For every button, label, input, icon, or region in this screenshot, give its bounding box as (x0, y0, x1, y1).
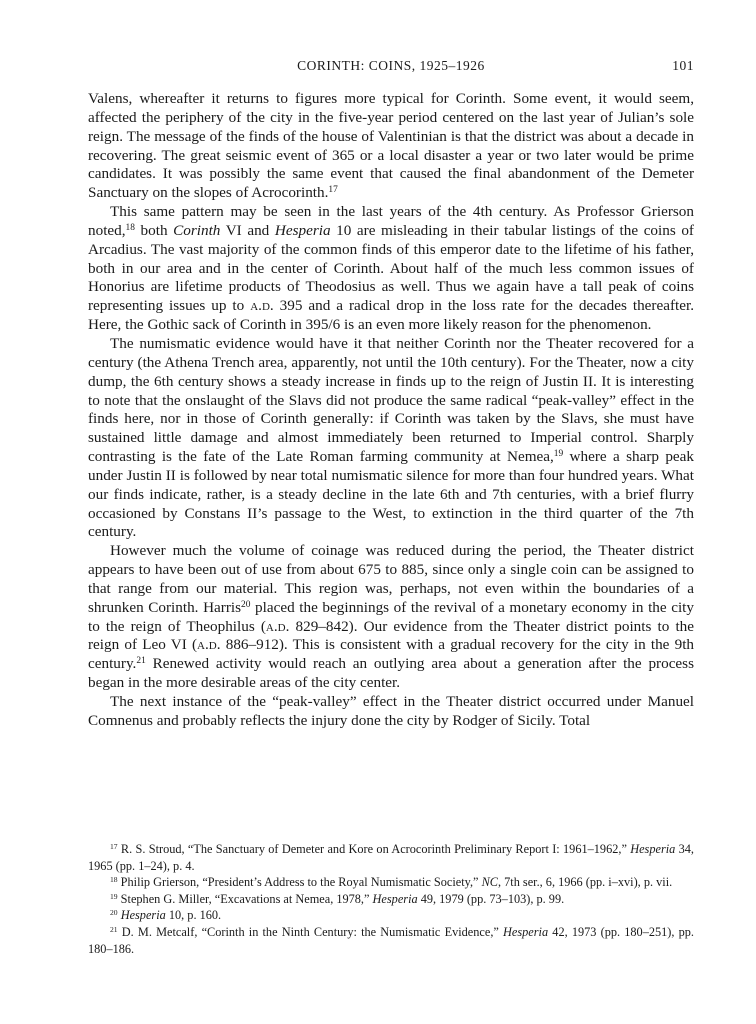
title-italic: Hesperia (274, 221, 331, 239)
text-run: 10 are misleading in their tabular listings of the coins of Arcadius. The vast majority of the common finds of this emperor date to the lifetime of his father, both in our area and in the center of Corinth. About half of the much less common issues of Honorius are lifetime products of Theodosius as well. Thus we again have a tall peak of coins representing issues up to (88, 221, 694, 315)
journal-italic: Hesperia (503, 924, 549, 939)
running-title: CORINTH: COINS, 1925–1926 (297, 58, 485, 73)
text-run: The numismatic evidence would have it that neither Corinth nor the Theater recovered for a century (the Athena Trench area, apparently, not until the 10th century). For the Theater, now a city dump, the 6th century shows a steady increase in finds up to the reign of Justin II. It is interesting to note that the onslaught of the Slavs did not produce the same radical “peak-valley” effect in the finds here, nor in those of Corinth generally: if Corinth was taken by the Slavs, she must have sustained little damage and almost immediately been returned to Imperial control. Sharply contrasting is the fate of the Late Roman farming community at Nemea, (88, 334, 694, 466)
footnote-19 (88, 891, 694, 908)
text-run: However much the volume of coinage was reduced during the period, the Theater district appears to have been out of use from about 675 to 885, since only a single coin can be assigned to that range from our material. This region was, perhaps, not even within the boundaries of a shrunken Corinth. Harris (88, 542, 694, 616)
footnote-text: D. M. Metcalf, “Corinth in the Ninth Century: the Numismatic Evidence,” (117, 924, 504, 939)
footnote-text: , 7th ser., 6, 1966 (pp. i–xvi), p. vii. (497, 875, 673, 890)
journal-italic: Hesperia (372, 891, 418, 906)
text-run: VI and (220, 221, 275, 239)
footnote-21 (88, 924, 694, 957)
paragraph-1 (88, 90, 694, 203)
footnote-text: R. S. Stroud, “The Sanctuary of Demeter and Kore on Acrocorinth Preliminary Report I: 1961–1962,” (117, 842, 631, 856)
era-abbrev: a.d. (197, 636, 221, 654)
journal-italic: NC (481, 875, 498, 890)
era-abbrev: a.d. (250, 297, 274, 315)
page-number: 101 (672, 58, 694, 73)
footnote-text: 42, 1973 (pp. 180–251), pp. 180–186. (88, 924, 694, 956)
footnote-number: 17 (110, 841, 118, 851)
footnote-number: 21 (110, 924, 118, 934)
body-text (88, 90, 694, 731)
running-header (88, 58, 694, 78)
paragraph-3 (88, 335, 694, 542)
footnote-text: Philip Grierson, “President’s Address to the Royal Numismatic Society,” (117, 875, 482, 890)
text-run: 886–912). This is consistent with a gradual recovery for the city in the 9th century. (88, 636, 695, 673)
journal-italic: Hesperia (120, 908, 166, 923)
footnote-number: 18 (110, 875, 118, 884)
text-run: Renewed activity would reach an outlying area about a generation after the process began in the more desirable areas of the city center. (88, 655, 694, 692)
text-run: where a sharp peak under Justin II is followed by near total numismatic silence for more than four hundred years. What our finds indicate, rather, is a steady decline in the late 6th and 7th centuries, with a brief flurry occasioned by Constans II’s passage to the West, to extinction in the third quarter of the 7th century. (88, 448, 694, 541)
footnote-number: 20 (110, 908, 118, 918)
text-run: This same pattern may be seen in the last years of the 4th century. As Professor Grierson noted, (88, 203, 694, 239)
paragraph-4 (88, 542, 694, 693)
footnote-18 (88, 874, 694, 891)
title-italic: Corinth (173, 221, 221, 239)
text-run: placed the beginnings of the revival of a monetary economy in the city to the reign of Theophilus ( (88, 598, 694, 635)
footnote-ref-19[interactable]: 19 (553, 448, 564, 459)
text-run: both (134, 221, 174, 239)
era-abbrev: a.d. (265, 617, 290, 635)
footnote-text: 10, p. 160. (165, 908, 222, 923)
footnote-ref-21[interactable]: 21 (136, 656, 146, 667)
text-run: Valens, whereafter it returns to figures more typical for Corinth. Some event, it would seem, affected the periphery of the city in the five-year period centered on the last year of Julian’s sole reign. The message of the finds of the house of Valentinian is that the district was about a decade in recovering. The great seismic event of 365 or a local disaster a year or two later would be prime candidates. It was possibly the same event that caused the final abandonment of the Demeter Sanctuary on the slopes of Acrocorinth. (88, 90, 694, 202)
footnote-text: 49, 1979 (pp. 73–103), p. 99. (417, 891, 565, 906)
footnote-17 (88, 841, 694, 874)
footnote-ref-18[interactable]: 18 (125, 222, 135, 233)
footnote-number: 19 (110, 891, 118, 901)
paragraph-2 (88, 203, 694, 335)
journal-italic: Hesperia (630, 842, 676, 856)
text-run: The next instance of the “peak-valley” effect in the Theater district occurred under Manuel Comnenus and probably reflects the injury done the city by Rodger of Sicily. Total (88, 693, 694, 729)
footnotes (88, 841, 694, 957)
footnote-text: 34, 1965 (pp. 1–24), p. 4. (88, 842, 694, 873)
footnote-ref-20[interactable]: 20 (241, 599, 251, 610)
footnote-text: Stephen G. Miller, “Excavations at Nemea, 1978,” (117, 891, 373, 906)
text-run: 395 and a radical drop in the loss rate for the decades thereafter. Here, the Gothic sack of Corinth in 395/6 is an even more likely reason for the phenomenon. (88, 297, 694, 334)
text-run: 829–842). Our evidence from the Theater district points to the reign of Leo VI ( (88, 617, 694, 654)
footnote-ref-17[interactable]: 17 (328, 185, 338, 196)
paragraph-5 (88, 693, 694, 731)
footnote-20 (88, 907, 694, 924)
